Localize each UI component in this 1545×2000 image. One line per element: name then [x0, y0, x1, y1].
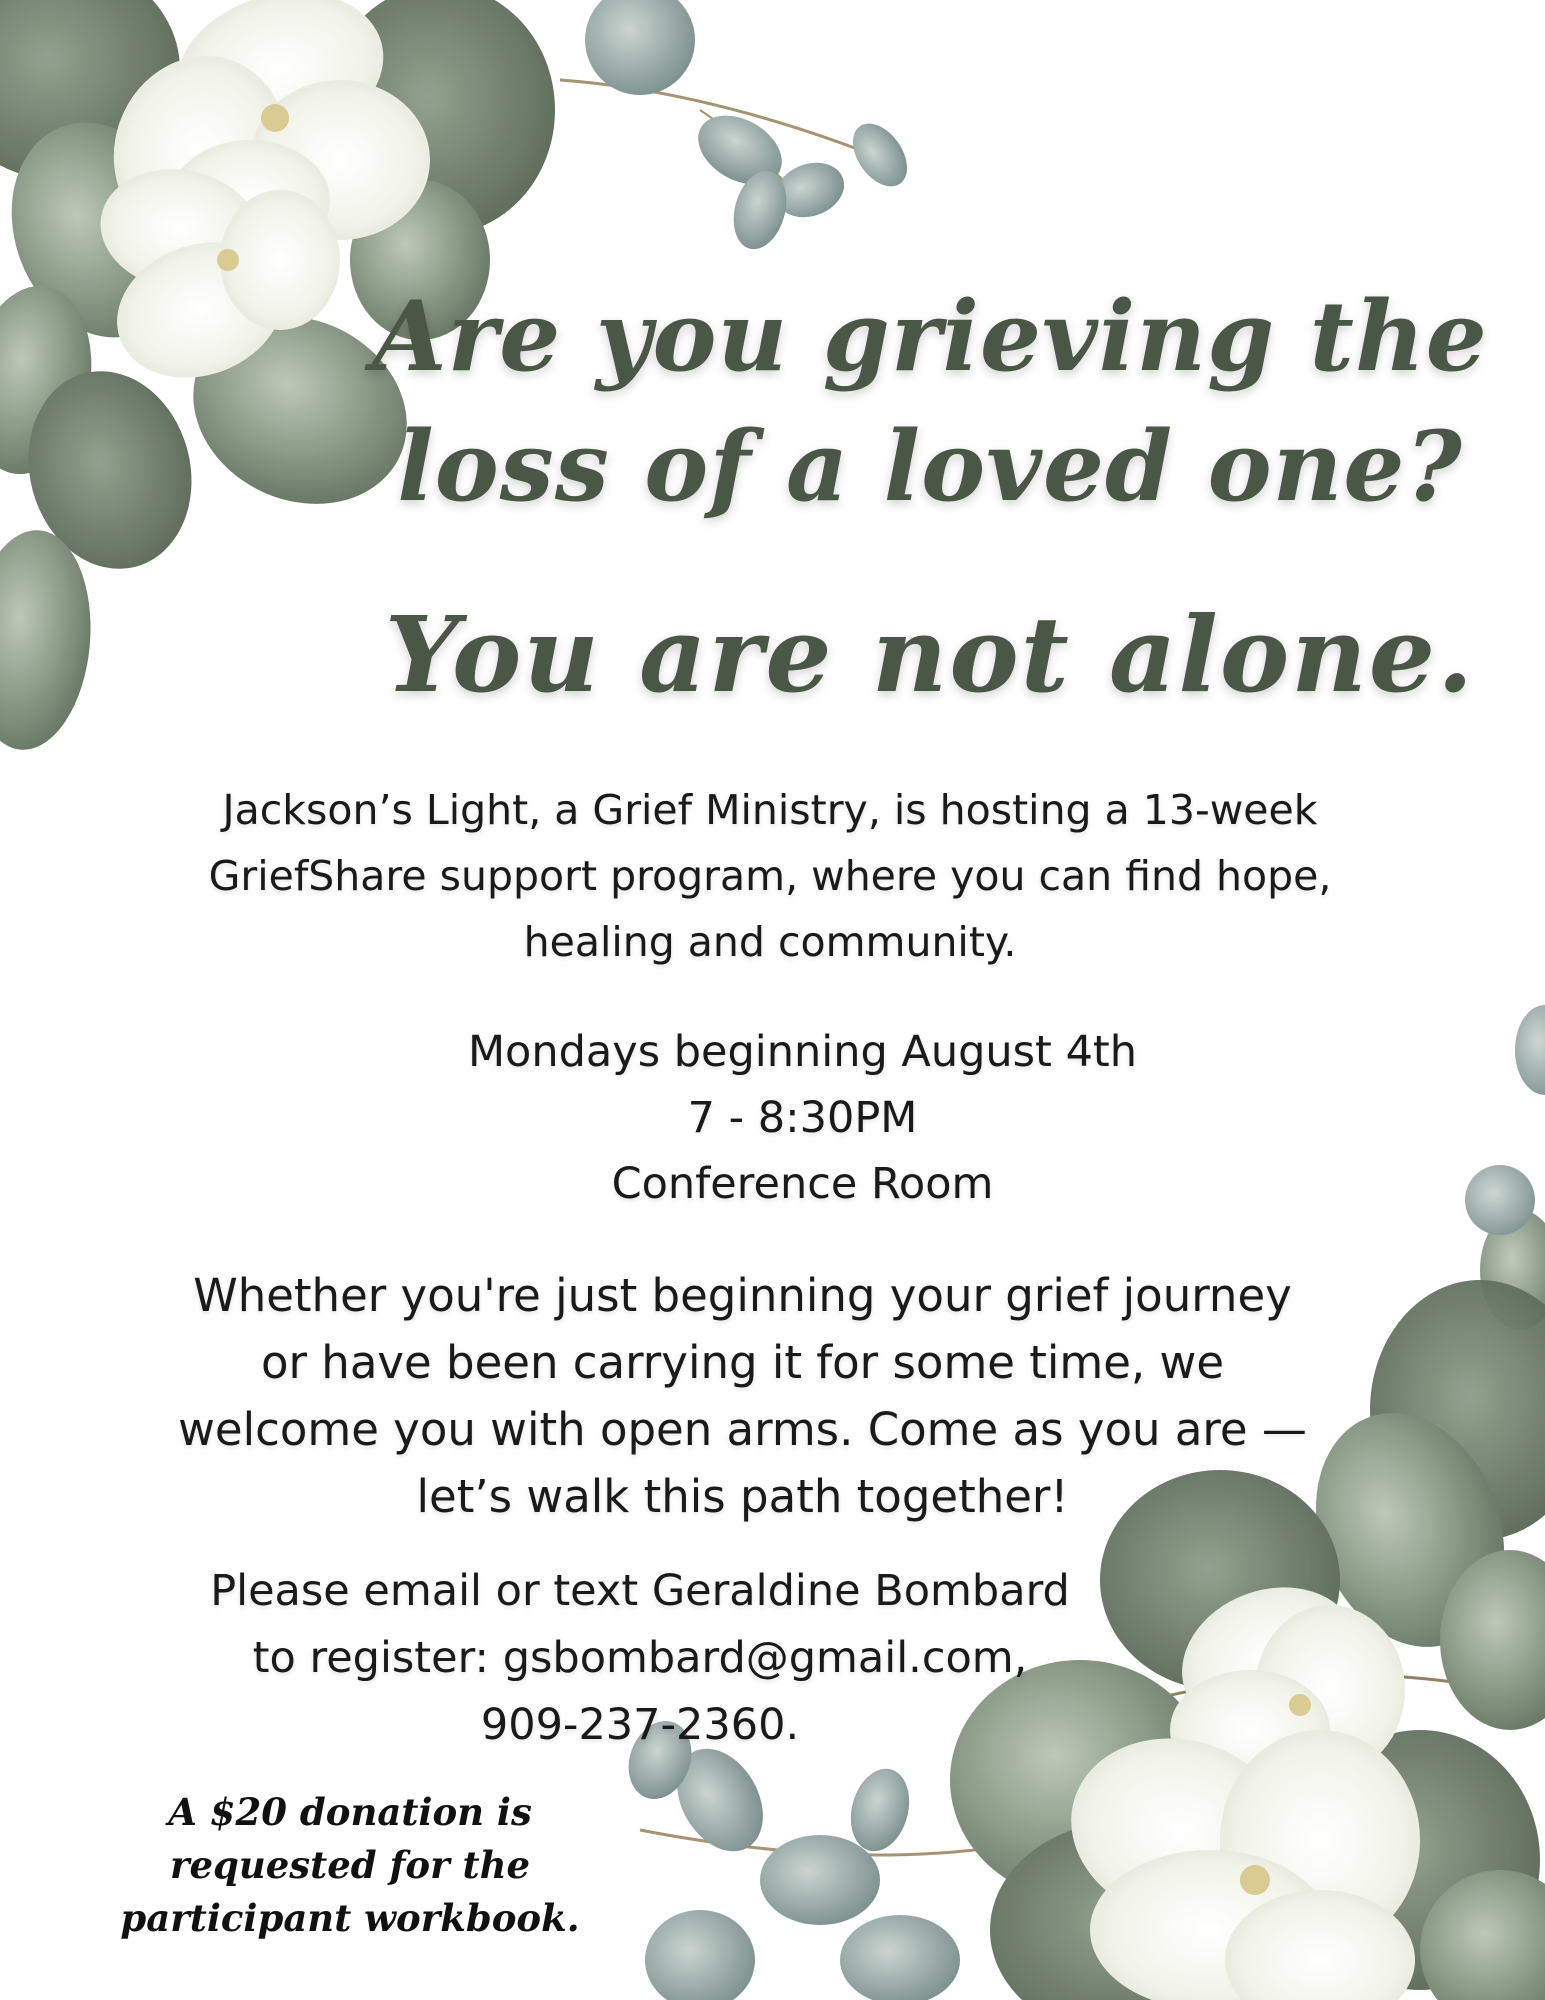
register-line-1: Please email or text Geraldine Bombard	[210, 1566, 1070, 1616]
headline-not-alone	[330, 590, 1530, 720]
welcome-line-1: Whether you're just beginning your grief journey	[193, 1269, 1292, 1322]
welcome-line-3: welcome you with open arms. Come as you are —	[178, 1403, 1307, 1456]
welcome-line-4: let’s walk this path together!	[416, 1470, 1069, 1523]
intro-line-2: GriefShare support program, where you can find hope,	[208, 852, 1332, 900]
headline-question	[330, 272, 1530, 532]
intro-paragraph	[60, 777, 1480, 975]
headline-line-2: loss of a loved one?	[397, 410, 1463, 523]
welcome-paragraph	[80, 1262, 1405, 1530]
registration-info	[130, 1558, 1150, 1759]
donation-line-3: participant workbook.	[120, 1896, 580, 1940]
intro-line-3: healing and community.	[523, 918, 1017, 966]
schedule-location: Conference Room	[611, 1159, 994, 1209]
register-phone: 909-237-2360.	[480, 1700, 800, 1750]
headline-line-1: Are you grieving the	[372, 280, 1488, 393]
donation-note	[80, 1786, 620, 1945]
welcome-line-2: or have been carrying it for some time, we	[260, 1336, 1225, 1389]
headline-line-3: You are not alone.	[384, 593, 1476, 716]
register-line-2: to register: gsbombard@gmail.com,	[252, 1633, 1028, 1683]
donation-line-1: A $20 donation is	[168, 1790, 532, 1834]
schedule-time: 7 - 8:30PM	[687, 1093, 918, 1143]
schedule-block	[300, 1019, 1305, 1217]
schedule-day: Mondays beginning August 4th	[467, 1027, 1138, 1077]
intro-line-1: Jackson’s Light, a Grief Ministry, is hosting a 13-week	[222, 786, 1318, 834]
donation-line-2: requested for the	[169, 1843, 531, 1887]
